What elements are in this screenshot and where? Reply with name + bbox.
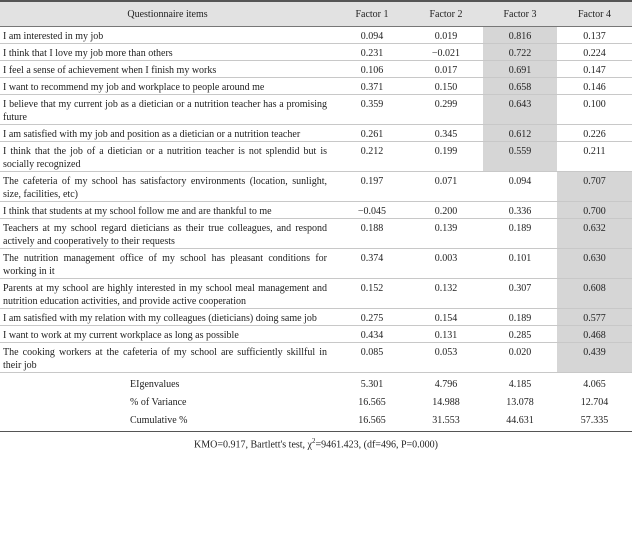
questionnaire-item: I think that students at my school follow me and are thankful to me [0,202,335,219]
factor-4-loading: 0.707 [557,172,632,202]
factor-1-loading: 0.152 [335,279,409,309]
stat-factor-1-value: 16.565 [358,397,386,408]
stat-factor-2-value: 4.796 [409,373,483,392]
factor-1-loading: 0.085 [335,343,409,373]
factor-3-loading: 0.816 [483,27,557,44]
factor-3-loading: 0.643 [483,95,557,125]
stat-label: % of Variance [130,397,187,408]
factor-3-loading: 0.336 [483,202,557,219]
factor-1-loading: 0.197 [335,172,409,202]
factor-1-loading: 0.371 [335,78,409,95]
factor-4-loading: 0.146 [557,78,632,95]
questionnaire-item: I am satisfied with my relation with my colleagues (dieticians) doing same job [0,309,335,326]
factor-1-loading: 0.261 [335,125,409,142]
stat-label: EIgenvalues [0,373,335,392]
factor-1-loading: 0.374 [335,249,409,279]
header-factor-1: Factor 1 [335,1,409,27]
factor-2-loading: 0.139 [409,219,483,249]
factor-4-loading: 0.147 [557,61,632,78]
table-row [0,326,632,343]
table-row [0,279,632,309]
header-factor-4: Factor 4 [557,1,632,27]
factor-1-loading: −0.045 [335,202,409,219]
factor-2-loading: 0.150 [409,78,483,95]
factor-2-loading: 0.017 [409,61,483,78]
table-footnote [0,437,632,450]
table-body [0,27,632,432]
factor-1-loading: 0.188 [335,219,409,249]
factor-2-loading: 0.019 [434,31,458,42]
stat-factor-3-value: 13.078 [506,397,534,408]
factor-3-loading: 0.101 [483,249,557,279]
footnote-superscript: 2 [312,437,316,445]
table-row [0,219,632,249]
stat-factor-4-value: 4.065 [557,373,632,392]
header-questionnaire-items: Questionnaire items [0,1,335,27]
stat-row [0,373,632,392]
factor-4-loading: 0.224 [557,44,632,61]
table-row [0,78,632,95]
table-row [0,125,632,142]
factor-2-loading: 0.154 [409,309,483,326]
stat-row [0,391,632,409]
stat-factor-2-value: 14.988 [432,397,460,408]
factor-4-loading: 0.439 [557,343,632,373]
questionnaire-item: I believe that my current job as a dietician or a nutrition teacher has a promising future [0,95,335,125]
stat-factor-1-value: 5.301 [335,373,409,392]
factor-4-loading: 0.468 [557,326,632,343]
factor-2-loading: −0.021 [409,44,483,61]
questionnaire-item: Teachers at my school regard dieticians as their true colleagues, and respond actively and cooperatively to their requests [0,219,335,249]
factor-4-loading: 0.700 [557,202,632,219]
footnote-text-end: =9461.423, (df=496, P=0.000) [315,439,438,451]
header-factor-3: Factor 3 [483,1,557,27]
table-row [0,27,632,44]
table-row [0,172,632,202]
factor-3-loading: 0.722 [483,44,557,61]
factor-3-loading: 0.612 [483,125,557,142]
factor-4-loading: 0.630 [557,249,632,279]
factor-4-loading: 0.100 [557,95,632,125]
questionnaire-item: I want to work at my current workplace as long as possible [0,326,335,343]
factor-3-loading: 0.189 [483,309,557,326]
table-row [0,249,632,279]
factor-4-loading: 0.608 [557,279,632,309]
factor-2-loading: 0.053 [409,343,483,373]
questionnaire-item: I am satisfied with my job and position as a dietician or a nutrition teacher [0,125,335,142]
questionnaire-item: The nutrition management office of my school has pleasant conditions for working in it [0,249,335,279]
stat-row [0,409,632,432]
factor-1-loading: 0.434 [335,326,409,343]
factor-3-loading: 0.658 [483,78,557,95]
table-row [0,309,632,326]
table-header-row [0,1,632,27]
factor-3-loading: 0.020 [483,343,557,373]
header-factor-2: Factor 2 [409,1,483,27]
factor-3-loading: 0.189 [483,219,557,249]
factor-2-loading: 0.200 [409,202,483,219]
questionnaire-item: Parents at my school are highly interested in my school meal management and nutrition education activities, and provide active cooperation [0,279,335,309]
questionnaire-item: The cooking workers at the cafeteria of my school are sufficiently skillful in their job [0,343,335,373]
factor-3-loading: 0.285 [483,326,557,343]
questionnaire-item: The cafeteria of my school has satisfactory environments (location, sunlight, size, facilities, etc) [0,172,335,202]
stat-factor-3-value: 44.631 [483,409,557,432]
factor-4-loading: 0.137 [583,31,606,42]
factor-4-loading: 0.226 [557,125,632,142]
factor-1-loading: 0.212 [335,142,409,172]
factor-1-loading: 0.106 [335,61,409,78]
factor-2-loading: 0.131 [409,326,483,343]
stat-factor-1-value: 16.565 [335,409,409,432]
table-row [0,61,632,78]
factor-1-loading: 0.231 [335,44,409,61]
factor-1-loading: 0.094 [360,31,384,42]
questionnaire-item: I think that the job of a dietician or a nutrition teacher is not splendid but is socially recognized [0,142,335,172]
questionnaire-item: I feel a sense of achievement when I finish my works [0,61,335,78]
factor-3-loading: 0.094 [483,172,557,202]
factor-1-loading: 0.359 [335,95,409,125]
factor-2-loading: 0.199 [409,142,483,172]
factor-2-loading: 0.132 [409,279,483,309]
stat-factor-4-value: 57.335 [557,409,632,432]
footnote-text: KMO=0.917, Bartlett's test, χ [194,439,312,451]
table-row [0,343,632,373]
table-row [0,44,632,61]
questionnaire-item: I want to recommend my job and workplace to people around me [0,78,335,95]
table-row [0,202,632,219]
questionnaire-item: I am interested in my job [3,31,104,42]
factor-2-loading: 0.299 [409,95,483,125]
factor-3-loading: 0.691 [483,61,557,78]
stat-factor-4-value: 12.704 [580,397,609,408]
questionnaire-item: I think that I love my job more than others [0,44,335,61]
factor-2-loading: 0.345 [409,125,483,142]
factor-4-loading: 0.577 [557,309,632,326]
stat-factor-3-value: 4.185 [483,373,557,392]
factor-3-loading: 0.559 [483,142,557,172]
table-row [0,142,632,172]
table-row [0,95,632,125]
stat-label: Cumulative % [0,409,335,432]
factor-3-loading: 0.307 [483,279,557,309]
factor-2-loading: 0.003 [409,249,483,279]
stat-factor-2-value: 31.553 [409,409,483,432]
factor-1-loading: 0.275 [335,309,409,326]
factor-4-loading: 0.211 [557,142,632,172]
factor-2-loading: 0.071 [409,172,483,202]
factor-4-loading: 0.632 [557,219,632,249]
